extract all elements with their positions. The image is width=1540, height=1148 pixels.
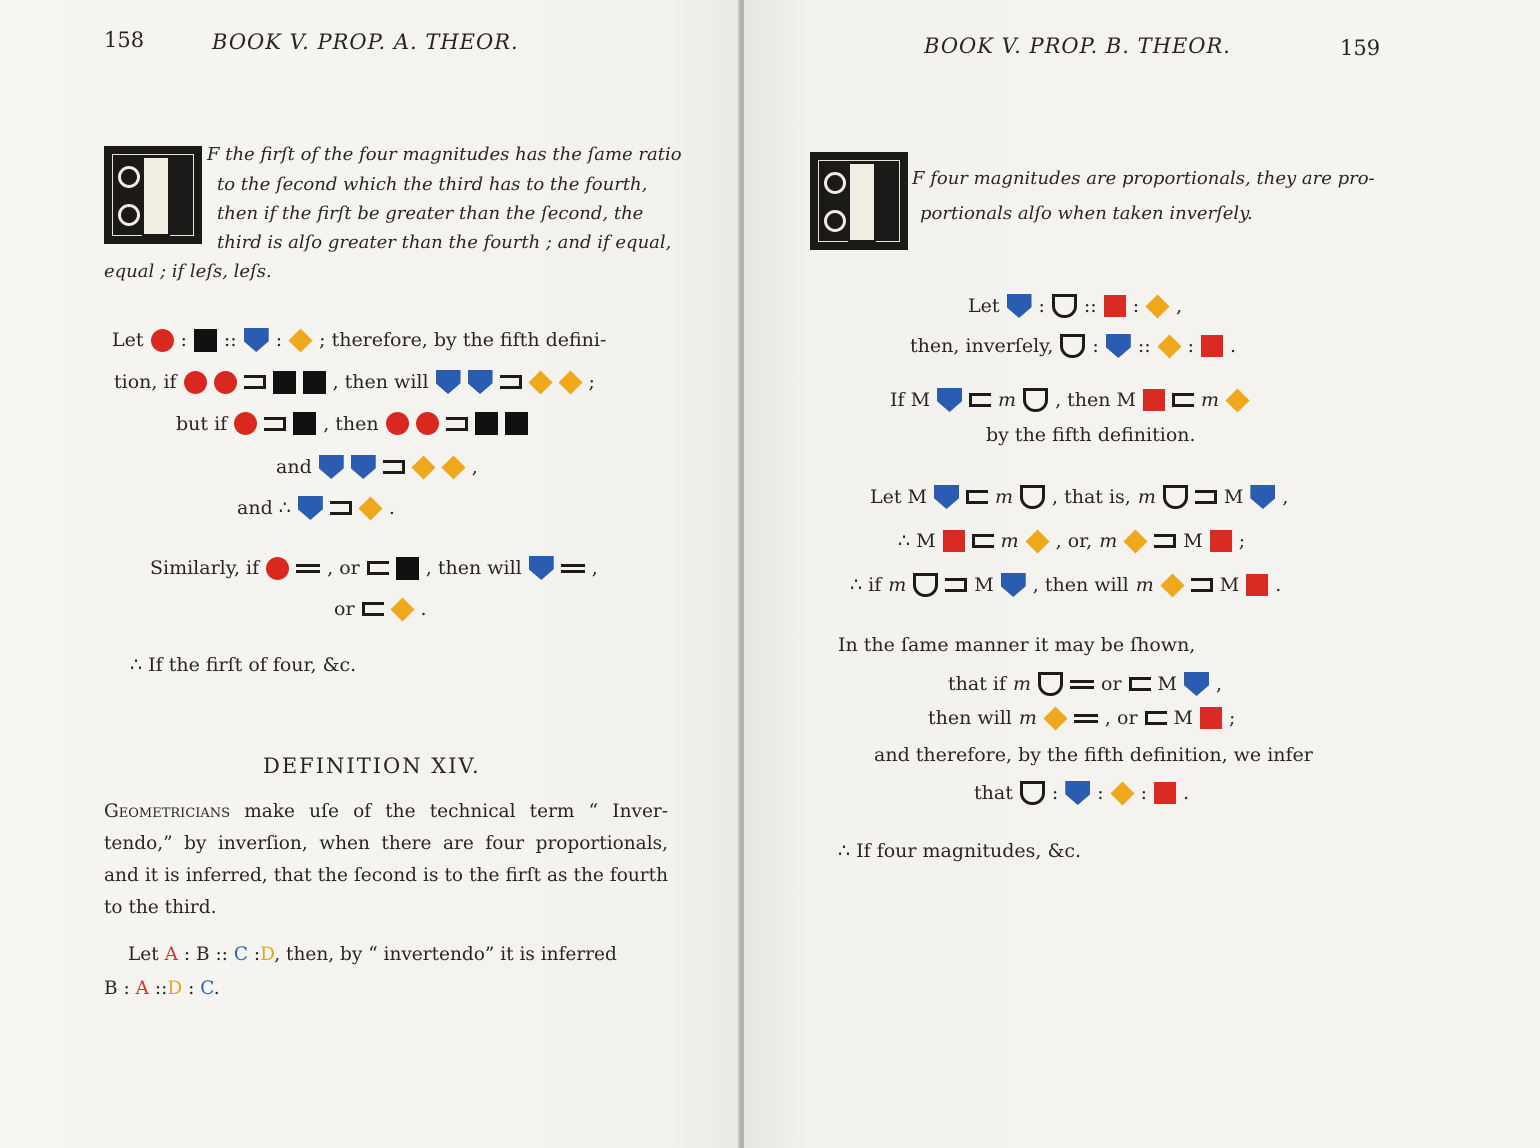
black-square-icon — [505, 412, 528, 435]
proportion-line-6 — [150, 556, 605, 580]
that-if-text: that if — [948, 673, 1006, 695]
red-circle-icon — [386, 412, 409, 435]
semicolon: ; — [1238, 530, 1246, 552]
m-text: M — [1157, 673, 1178, 695]
proportion-line-6 — [850, 573, 1288, 597]
blue-shield-icon — [351, 455, 376, 479]
greater-than-icon — [446, 417, 468, 431]
drop-cap-letter — [848, 162, 876, 242]
period: . — [1230, 335, 1237, 357]
double-colon: :: — [223, 329, 237, 351]
letter-b: B — [195, 944, 210, 965]
colon: : — [1051, 782, 1059, 804]
let-m-text: Let M — [870, 486, 927, 508]
red-square-icon — [1201, 335, 1223, 357]
definition-heading: DEFINITION XIV. — [263, 754, 481, 778]
or-text: , or — [1104, 707, 1138, 729]
blue-shield-icon — [1184, 672, 1209, 696]
intro-line-2: to the ſecond which the third has to the fourth, — [217, 174, 648, 195]
outline-shield-icon — [1038, 672, 1063, 696]
if-m-text: If M — [890, 389, 931, 411]
intro-line-1: F the firſt of the four magnitudes has the ſame ratio — [207, 144, 682, 165]
invertendo-line-1 — [128, 944, 617, 965]
proportion-line-8 — [928, 707, 1242, 729]
comma: , — [471, 456, 478, 478]
def-line-1 — [104, 796, 668, 828]
comma: , — [1282, 486, 1289, 508]
greater-than-icon — [945, 578, 967, 592]
colon: : — [1097, 782, 1104, 804]
left-page — [0, 0, 740, 1148]
m-text: M — [1219, 574, 1240, 596]
proportion-line-5 — [237, 496, 402, 520]
yellow-diamond-icon — [558, 370, 582, 394]
less-than-icon — [972, 534, 994, 548]
proportion-line-1 — [968, 294, 1189, 318]
comma: , — [591, 557, 598, 579]
less-than-icon — [1172, 393, 1194, 407]
then-inversely-text: then, inverſely, — [910, 335, 1054, 357]
flower-ornament-icon — [824, 172, 846, 194]
yellow-diamond-icon — [1043, 706, 1067, 730]
colon: : — [253, 944, 261, 965]
equals-icon — [296, 564, 320, 573]
conclusion: ∴ If the firſt of four, &c. — [130, 654, 357, 676]
m-text: M — [1173, 707, 1193, 729]
blue-shield-icon — [1001, 573, 1026, 597]
red-square-icon — [1210, 530, 1232, 552]
multiplier-m: m — [1137, 486, 1156, 508]
outline-shield-icon — [913, 573, 938, 597]
proportion-line-4 — [276, 455, 485, 479]
less-than-icon — [362, 602, 384, 616]
period: . — [1183, 782, 1190, 804]
tion-if-text: tion, if — [114, 371, 177, 393]
greater-than-icon — [1154, 534, 1176, 548]
red-circle-icon — [184, 371, 207, 394]
less-than-icon — [966, 490, 988, 504]
then-will-text: , then will — [425, 557, 522, 579]
letter-d: D — [260, 944, 275, 965]
red-square-icon — [1104, 295, 1126, 317]
red-square-icon — [1154, 782, 1176, 804]
blue-shield-icon — [1007, 294, 1032, 318]
multiplier-m: m — [1018, 707, 1037, 729]
def-line-3: and it is inferred, that the ſecond is to the firſt as the fourth — [104, 865, 668, 886]
outline-shield-icon — [1060, 334, 1085, 358]
intro-line-3: then if the firſt be greater than the ſecond, the — [217, 203, 644, 224]
then-text: , then — [323, 412, 379, 435]
greater-than-icon — [383, 460, 405, 474]
blue-shield-icon — [934, 485, 959, 509]
drop-cap-ornament — [810, 152, 908, 250]
outline-shield-icon — [1023, 388, 1048, 412]
and-therefore-text: and ∴ — [237, 497, 291, 519]
outline-shield-icon — [1052, 294, 1077, 318]
period: . — [213, 978, 220, 999]
letter-a: A — [164, 944, 178, 965]
colon: : — [183, 944, 191, 965]
letter-b: B — [104, 978, 118, 999]
equals-icon — [561, 564, 585, 573]
and-therefore-text: and therefore, by the fifth definition, we infer — [874, 744, 1313, 766]
multiplier-m: m — [995, 486, 1014, 508]
intro-line-2: portionals alſo when taken inverſely. — [920, 203, 1253, 224]
black-square-icon — [396, 557, 419, 580]
equals-icon — [1070, 680, 1094, 689]
yellow-diamond-icon — [1124, 529, 1148, 553]
double-colon: :: — [154, 978, 168, 999]
proportion-line-1 — [112, 328, 613, 352]
def-line-4: to the third. — [104, 897, 217, 918]
greater-than-icon — [1195, 490, 1217, 504]
red-square-icon — [1143, 389, 1165, 411]
letter-c: C — [233, 944, 248, 965]
or-text: , or, — [1055, 530, 1093, 552]
intro-line-5: equal ; if leſs, leſs. — [104, 261, 272, 282]
outline-shield-icon — [1020, 781, 1045, 805]
less-than-icon — [367, 561, 389, 575]
similarly-if-text: Similarly, if — [150, 557, 260, 579]
comma: , — [1176, 295, 1183, 317]
multiplier-m: m — [1012, 673, 1032, 695]
blue-shield-icon — [1065, 781, 1090, 805]
definition-text — [104, 796, 668, 924]
blue-shield-icon — [1106, 334, 1131, 358]
comma: , — [1216, 673, 1223, 695]
flower-ornament-icon — [118, 166, 140, 188]
black-square-icon — [293, 412, 316, 435]
double-colon: :: — [215, 944, 228, 965]
multiplier-m: m — [1000, 530, 1019, 552]
proportion-line-9 — [974, 781, 1196, 805]
def-rest: make uſe of the technical term “ Inver- — [244, 801, 668, 822]
multiplier-m: m — [1201, 389, 1220, 411]
but-if-text: but if — [176, 412, 228, 435]
and-text: and — [276, 456, 312, 478]
word-let: Let — [112, 329, 144, 351]
red-circle-icon — [266, 557, 289, 580]
invertendo-text: , then, by “ invertendo” it is inferred — [274, 944, 617, 965]
leaf-ornament-icon — [118, 204, 140, 226]
same-manner-text: In the ſame manner it may be ſhown, — [838, 634, 1196, 656]
black-square-icon — [273, 371, 296, 394]
greater-than-icon — [244, 375, 266, 389]
yellow-diamond-icon — [528, 370, 552, 394]
double-colon: :: — [1083, 295, 1097, 317]
colon: : — [188, 978, 195, 999]
colon: : — [180, 329, 187, 351]
intro-line-1: F four magnitudes are proportionals, they are pro- — [912, 168, 1375, 189]
conclusion: ∴ If four magnitudes, &c. — [838, 840, 1082, 862]
multiplier-m: m — [888, 574, 907, 596]
yellow-diamond-icon — [1157, 334, 1181, 358]
period: . — [420, 598, 427, 620]
proportion-line-2 — [910, 334, 1243, 358]
blue-shield-icon — [468, 370, 493, 394]
that-text: that — [974, 782, 1013, 804]
blue-shield-icon — [298, 496, 323, 520]
blue-shield-icon — [319, 455, 344, 479]
yellow-diamond-icon — [1110, 781, 1134, 805]
right-page — [744, 0, 1540, 1148]
proportion-line-4 — [870, 485, 1295, 509]
letter-d: D — [167, 978, 183, 999]
greater-than-icon — [1191, 578, 1213, 592]
yellow-diamond-icon — [289, 328, 313, 352]
period: . — [1275, 574, 1282, 596]
colon: : — [1092, 335, 1099, 357]
semicolon: ; — [1229, 707, 1236, 729]
colon: : — [123, 978, 130, 999]
red-square-icon — [1246, 574, 1268, 596]
leaf-ornament-icon — [824, 210, 846, 232]
drop-cap-ornament — [104, 146, 202, 244]
proportion-line-2 — [114, 370, 602, 394]
outline-shield-icon — [1163, 485, 1188, 509]
by-fifth-definition: by the fifth definition. — [986, 424, 1196, 446]
proportion-line-7 — [334, 598, 434, 620]
proportion-line-3 — [890, 388, 1256, 412]
equals-icon — [1074, 714, 1098, 723]
red-circle-icon — [416, 412, 439, 435]
therefore-text: ; therefore, by the fifth defini- — [319, 329, 607, 351]
colon: : — [1187, 335, 1195, 357]
blue-shield-icon — [1250, 485, 1275, 509]
running-head: BOOK V. PROP. A. THEOR. — [212, 30, 519, 54]
page-number: 158 — [104, 28, 145, 52]
yellow-diamond-icon — [1146, 294, 1170, 318]
therefore-m-text: ∴ M — [898, 530, 936, 552]
invertendo-line-2 — [104, 978, 220, 999]
therefore-if-text: ∴ if — [850, 574, 882, 596]
red-circle-icon — [214, 371, 237, 394]
black-square-icon — [303, 371, 326, 394]
red-circle-icon — [234, 412, 257, 435]
greater-than-icon — [264, 417, 286, 431]
blue-shield-icon — [529, 556, 554, 580]
red-circle-icon — [151, 329, 174, 352]
letter-c: C — [200, 978, 214, 999]
word-let: Let — [968, 295, 1000, 317]
less-than-icon — [1145, 711, 1167, 725]
colon: : — [1132, 295, 1140, 317]
yellow-diamond-icon — [441, 455, 465, 479]
less-than-icon — [969, 393, 991, 407]
yellow-diamond-icon — [1025, 529, 1049, 553]
red-square-icon — [943, 530, 965, 552]
red-square-icon — [1200, 707, 1222, 729]
yellow-diamond-icon — [411, 455, 435, 479]
or-text: or — [334, 598, 355, 620]
or-text: or — [1101, 673, 1122, 695]
yellow-diamond-icon — [358, 496, 382, 520]
colon: : — [275, 329, 283, 351]
then-will-text: then will — [928, 707, 1012, 729]
that-is-text: , that is, — [1052, 486, 1131, 508]
multiplier-m: m — [1099, 530, 1118, 552]
less-than-icon — [1129, 677, 1151, 691]
intro-line-4: third is alſo greater than the fourth ; and if equal, — [217, 232, 672, 253]
greater-than-icon — [500, 375, 522, 389]
letter-a: A — [135, 978, 149, 999]
semicolon: ; — [588, 371, 595, 393]
proportion-line-7 — [948, 672, 1229, 696]
page-number: 159 — [1340, 36, 1381, 60]
running-head: BOOK V. PROP. B. THEOR. — [924, 34, 1231, 58]
blue-shield-icon — [244, 328, 269, 352]
m-text: M — [1183, 530, 1203, 552]
drop-cap-letter — [142, 156, 170, 236]
colon: : — [1038, 295, 1045, 317]
blue-shield-icon — [937, 388, 962, 412]
word-let: Let — [128, 944, 159, 965]
multiplier-m: m — [998, 389, 1017, 411]
proportion-line-3 — [176, 412, 535, 435]
black-square-icon — [475, 412, 498, 435]
outline-shield-icon — [1020, 485, 1045, 509]
double-colon: :: — [1137, 335, 1151, 357]
blue-shield-icon — [436, 370, 461, 394]
m-text: M — [974, 574, 994, 596]
then-will-text: , then will — [332, 371, 429, 393]
yellow-diamond-icon — [1226, 388, 1250, 412]
yellow-diamond-icon — [1160, 573, 1184, 597]
proportion-line-5 — [898, 530, 1252, 552]
def-lead: Geometricians — [104, 801, 231, 822]
def-line-2: tendo,” by inverſion, when there are four proportionals, — [104, 833, 668, 854]
then-will-text: , then will — [1032, 574, 1129, 596]
multiplier-m: m — [1135, 574, 1154, 596]
colon: : — [1140, 782, 1148, 804]
m-text: M — [1223, 486, 1244, 508]
yellow-diamond-icon — [390, 597, 414, 621]
greater-than-icon — [330, 501, 352, 515]
then-m-text: , then M — [1055, 389, 1137, 411]
period: . — [388, 497, 395, 519]
or-text: , or — [327, 557, 360, 579]
black-square-icon — [194, 329, 217, 352]
